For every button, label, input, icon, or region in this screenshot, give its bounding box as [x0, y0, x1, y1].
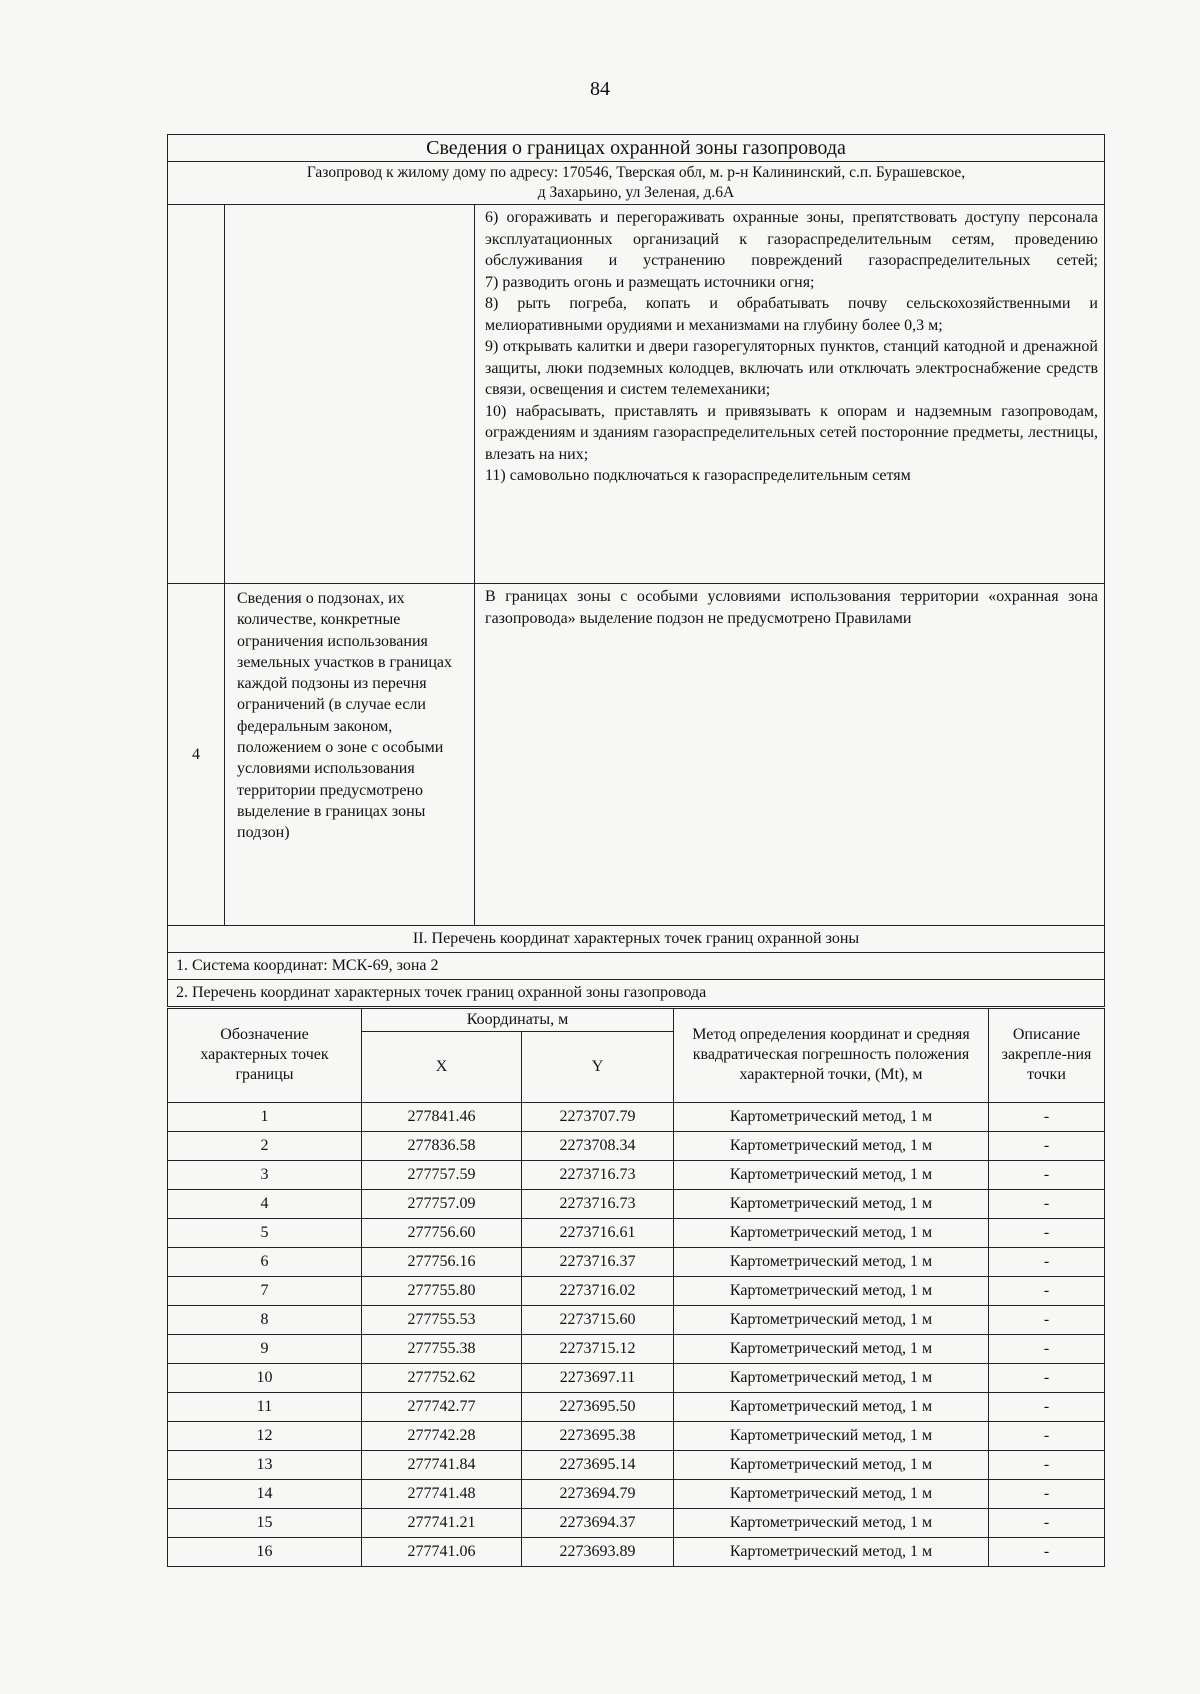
fixing-cell: - — [989, 1537, 1105, 1566]
fixing-cell: - — [989, 1421, 1105, 1450]
header-method-text: Метод определения координат и средняя квадратическая погрешность положения характерной точки, (Mt), м — [692, 1026, 970, 1083]
point-number: 3 — [168, 1160, 362, 1189]
table-row — [168, 1537, 1105, 1566]
fixing-cell: - — [989, 1218, 1105, 1247]
coord-x: 277756.60 — [362, 1218, 522, 1247]
table-row — [168, 1334, 1105, 1363]
fixing-cell: - — [989, 1102, 1105, 1131]
point-number: 2 — [168, 1131, 362, 1160]
coord-y: 2273716.37 — [522, 1247, 674, 1276]
restriction-item: 8) рыть погреба, копать и обрабатывать почву сельскохозяйственными и мелиоративными орудиями и механизмами на глубину более 0,3 м; — [485, 295, 1098, 334]
coord-y: 2273707.79 — [522, 1102, 674, 1131]
coord-y: 2273716.61 — [522, 1218, 674, 1247]
coord-y: 2273694.37 — [522, 1508, 674, 1537]
coord-y: 2273716.73 — [522, 1160, 674, 1189]
restrictions-number-cell — [168, 205, 225, 584]
coord-x: 277741.21 — [362, 1508, 522, 1537]
table-row — [168, 1247, 1105, 1276]
address-line-2: д Захарьино, ул Зеленая, д.6А — [537, 184, 735, 201]
coordinates-table — [167, 1008, 1105, 1567]
method-cell: Картометрический метод, 1 м — [674, 1334, 989, 1363]
point-number: 13 — [168, 1450, 362, 1479]
table-row — [168, 1131, 1105, 1160]
method-cell: Картометрический метод, 1 м — [674, 1363, 989, 1392]
point-number: 6 — [168, 1247, 362, 1276]
point-number: 9 — [168, 1334, 362, 1363]
coord-x: 277755.53 — [362, 1305, 522, 1334]
header-point: Обозначение характерных точек границы — [168, 1008, 362, 1102]
fixing-cell: - — [989, 1131, 1105, 1160]
coord-y: 2273697.11 — [522, 1363, 674, 1392]
coord-y: 2273716.02 — [522, 1276, 674, 1305]
coord-x: 277836.58 — [362, 1131, 522, 1160]
table-row — [168, 1189, 1105, 1218]
method-cell: Картометрический метод, 1 м — [674, 1160, 989, 1189]
coord-y: 2273694.79 — [522, 1479, 674, 1508]
coord-x: 277742.77 — [362, 1392, 522, 1421]
coord-y: 2273715.60 — [522, 1305, 674, 1334]
point-number: 11 — [168, 1392, 362, 1421]
point-number: 10 — [168, 1363, 362, 1392]
point-number: 12 — [168, 1421, 362, 1450]
coord-x: 277757.09 — [362, 1189, 522, 1218]
method-cell: Картометрический метод, 1 м — [674, 1189, 989, 1218]
fixing-cell: - — [989, 1160, 1105, 1189]
table-row — [168, 1421, 1105, 1450]
method-cell: Картометрический метод, 1 м — [674, 1102, 989, 1131]
subzone-label: Сведения о подзонах, их количестве, конкретные ограничения использования земельных участков в границах каждой подзоны из перечня ограничений (в случае если федеральным законом, положением о зоне с особыми условиями использования территории предусмотрено выделение в границах зоны подзон) — [225, 584, 475, 926]
coordinate-list-title: 2. Перечень координат характерных точек границ охранной зоны газопровода — [168, 980, 1105, 1007]
method-cell: Картометрический метод, 1 м — [674, 1218, 989, 1247]
restrictions-row — [168, 205, 1105, 584]
table-row — [168, 1392, 1105, 1421]
table-row — [168, 1363, 1105, 1392]
restriction-item: 9) открывать калитки и двери газорегуляторных пунктов, станций катодной и дренажной защиты, люки подземных колодцев, включать или отключать электроснабжение средств связи, освещения и систем телемеханики; — [485, 338, 1098, 398]
table-row — [168, 1508, 1105, 1537]
coord-y: 2273716.73 — [522, 1189, 674, 1218]
subzone-number: 4 — [168, 584, 225, 926]
fixing-cell: - — [989, 1363, 1105, 1392]
coord-x: 277756.16 — [362, 1247, 522, 1276]
coord-y: 2273708.34 — [522, 1131, 674, 1160]
fixing-cell: - — [989, 1189, 1105, 1218]
table-row — [168, 1218, 1105, 1247]
point-number: 1 — [168, 1102, 362, 1131]
table-row — [168, 1276, 1105, 1305]
coord-y: 2273695.50 — [522, 1392, 674, 1421]
fixing-cell: - — [989, 1479, 1105, 1508]
section-2-title: II. Перечень координат характерных точек границ охранной зоны — [168, 926, 1105, 953]
fixing-cell: - — [989, 1334, 1105, 1363]
point-number: 14 — [168, 1479, 362, 1508]
coord-x: 277757.59 — [362, 1160, 522, 1189]
method-cell: Картометрический метод, 1 м — [674, 1508, 989, 1537]
coord-y: 2273715.12 — [522, 1334, 674, 1363]
address-line-1: Газопровод к жилому дому по адресу: 170546, Тверская обл, м. р-н Калининский, с.п. Бурашевское, — [306, 164, 966, 181]
method-cell: Картометрический метод, 1 м — [674, 1276, 989, 1305]
restriction-item: 7) разводить огонь и размещать источники огня; — [485, 273, 815, 291]
point-number: 7 — [168, 1276, 362, 1305]
subzone-row — [168, 584, 1105, 926]
table-row — [168, 1102, 1105, 1131]
coord-x: 277752.62 — [362, 1363, 522, 1392]
restriction-item: 11) самовольно подключаться к газораспределительным сетям — [485, 467, 911, 484]
coord-x: 277741.06 — [362, 1537, 522, 1566]
fixing-cell: - — [989, 1305, 1105, 1334]
coord-x: 277741.84 — [362, 1450, 522, 1479]
point-number: 15 — [168, 1508, 362, 1537]
header-method — [674, 1008, 989, 1102]
coord-y: 2273695.38 — [522, 1421, 674, 1450]
subzone-text-paragraph: В границах зоны с особыми условиями использования территории «охранная зона газопровода» выделение подзон не предусмотрено Правилами — [485, 588, 1098, 627]
point-number: 4 — [168, 1189, 362, 1218]
header-coordinates: Координаты, м — [362, 1008, 674, 1031]
restrictions-text — [475, 205, 1105, 584]
restriction-item: 6) огораживать и перегораживать охранные зоны, препятствовать доступу персонала эксплуатационных организаций к газораспределительным сетям, проведению обслуживания и устранению повреждений газораспределительных сетей; — [485, 209, 1098, 269]
fixing-cell: - — [989, 1392, 1105, 1421]
coord-x: 277841.46 — [362, 1102, 522, 1131]
method-cell: Картометрический метод, 1 м — [674, 1305, 989, 1334]
method-cell: Картометрический метод, 1 м — [674, 1131, 989, 1160]
restriction-item: 10) набрасывать, приставлять и привязывать к опорам и надземным газопроводам, ограждениям и зданиям газораспределительных сетей посторонние предметы, лестницы, влезать на них; — [485, 402, 1098, 463]
coord-y: 2273695.14 — [522, 1450, 674, 1479]
point-number: 8 — [168, 1305, 362, 1334]
method-cell: Картометрический метод, 1 м — [674, 1450, 989, 1479]
method-cell: Картометрический метод, 1 м — [674, 1247, 989, 1276]
method-cell: Картометрический метод, 1 м — [674, 1421, 989, 1450]
coord-x: 277755.38 — [362, 1334, 522, 1363]
point-number: 16 — [168, 1537, 362, 1566]
method-cell: Картометрический метод, 1 м — [674, 1537, 989, 1566]
header-y: Y — [522, 1031, 674, 1102]
coord-x: 277742.28 — [362, 1421, 522, 1450]
restrictions-label-cell — [225, 205, 475, 584]
page-number: 84 — [590, 78, 610, 100]
table-row — [168, 1305, 1105, 1334]
fixing-cell: - — [989, 1247, 1105, 1276]
table-row — [168, 1450, 1105, 1479]
method-cell: Картометрический метод, 1 м — [674, 1392, 989, 1421]
coordinate-system: 1. Система координат: МСК-69, зона 2 — [168, 953, 1105, 980]
table-row — [168, 1160, 1105, 1189]
fixing-cell: - — [989, 1276, 1105, 1305]
coord-x: 277741.48 — [362, 1479, 522, 1508]
table-row — [168, 1479, 1105, 1508]
fixing-cell: - — [989, 1508, 1105, 1537]
coord-x: 277755.80 — [362, 1276, 522, 1305]
zone-info-table — [167, 134, 1105, 1007]
header-x: X — [362, 1031, 522, 1102]
document-title: Сведения о границах охранной зоны газопровода — [168, 135, 1105, 162]
header-fixing: Описание закрепле-ния точки — [989, 1008, 1105, 1102]
method-cell: Картометрический метод, 1 м — [674, 1479, 989, 1508]
coord-y: 2273693.89 — [522, 1537, 674, 1566]
fixing-cell: - — [989, 1450, 1105, 1479]
pipeline-address — [168, 162, 1105, 205]
subzone-text — [475, 584, 1105, 926]
point-number: 5 — [168, 1218, 362, 1247]
